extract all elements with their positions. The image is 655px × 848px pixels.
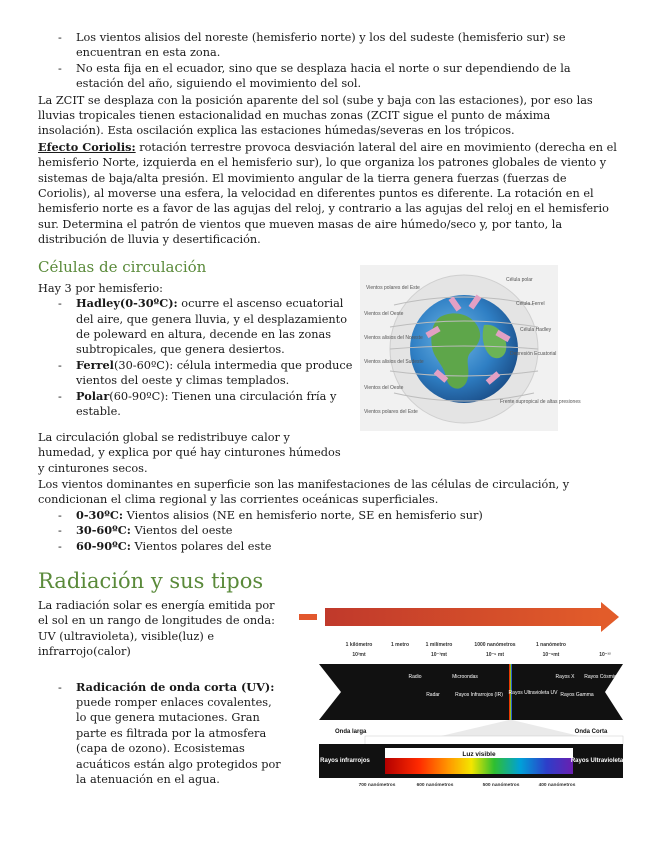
scale-labels [346,642,611,658]
globe-label: Vientos alisios del Sudeste [364,358,424,365]
cell-term: Polar [76,388,110,403]
globe-label: Célula polar [506,276,533,283]
scale-label: 10⁻⁶ mt [485,651,505,658]
nm-label: 600 nanómetros [416,782,454,788]
globe-label: Vientos polares del Este [366,284,420,291]
ultraviolet-label: Rayos Ultravioleta [570,757,624,764]
list-item [38,523,618,538]
scale-label: 10⁻⁹mt [542,651,560,658]
wind-term: 0-30ºC: [76,507,124,522]
spectrum-illustration [295,598,627,788]
winds-paragraph: Los vientos dominantes en superficie son las manifestaciones de las células de circulación, y condicionan el clima regional y las corrientes oceánicas superficiales. [38,477,570,507]
band-label: Rayos Ultravioleta UV [508,689,558,696]
coriolis-text: rotación terrestre provoca desviación lateral del aire en movimiento (derecha en el hemisferio Norte, izquierda en el hemisferio sur), lo que organiza los patrones globales de viento y sistemas de baja/alta presión. El movimiento angular de la tierra genera fuerzas (fuerzas de Coriolis), al moverse una esfera, la velocidad en diferentes puntos es diferente. La rotación en el hemisferio norte es a favor de las agujas del reloj, y contrario a las agujas del reloj en el hemisferio sur. Determina el patrón de vientos que mueven masas de aire húmedo/seco y, por tanto, la distribución de lluvia y desertificación. [38,140,617,247]
globe-figure [360,265,581,431]
scale-label: 10⁻¹² [599,651,611,658]
wind-term: 60-90ºC: [76,538,131,553]
arrow-tail [299,614,317,620]
scale-label: 1000 nanómetros [474,641,516,648]
section-heading-cells: Células de circulación [38,257,207,276]
nm-labels [359,782,576,788]
wind-text: Vientos polares del este [130,539,272,553]
visible-light-label: Luz visible [462,750,496,758]
short-wave-label: Onda Corta [574,728,608,735]
globe-illustration [360,265,581,431]
scale-label: 1 milímetro [425,641,453,648]
cells-list [38,296,356,419]
energy-arrow [325,608,603,626]
section-heading-radiation: Radiación y sus tipos [38,568,264,593]
nm-label: 400 nanómetros [538,782,576,788]
document-page [38,30,624,798]
top-bullet-list [38,30,618,92]
band-label: Rayos X [555,673,575,680]
scale-label: 1 metro [390,641,410,648]
wind-text: Vientos alisios (NE en hemisferio norte, SE en hemisferio sur) [123,508,483,522]
band-label: Rayos Cósmicos [584,673,622,680]
infrared-label: Rayos infrarrojos [320,757,370,764]
radiation-term: Radicación de onda corta (UV): [76,679,275,694]
cell-text: (30-60ºC): célula intermedia que produce vientos del oeste y climas templados. [76,358,353,388]
globe-label: Vientos del Oeste [364,384,404,391]
band-label: Rayos Infrarrojos (IR) [455,691,503,698]
scale-label: 1 nanómetro [535,641,567,648]
nm-label: 700 nanómetros [358,782,396,788]
radiation-block [38,598,624,798]
cell-term: Ferrel [76,357,114,372]
nm-label: 500 nanómetros [482,782,520,788]
globe-label: Frente supropical de altas presiones [500,398,581,405]
coriolis-paragraph [38,140,618,248]
globe-label: Vientos polares del Este [364,408,418,415]
globe-label: Depresión Ecuatorial [510,350,557,357]
cells-block [38,276,618,429]
circulation-paragraph: La circulación global se redistribuye calor y humedad, y explica por qué hay cinturones húmedos y cinturones secos. [38,430,341,475]
arrow-head-icon [601,602,619,632]
radiation-text: puede romper enlaces covalentes, lo que genera mutaciones. Gran parte es filtrada por la atmosfera (capa de ozono). Ecosistemas acuáticos están algo protegidos por la atenuación en el agua. [76,695,281,786]
list-item [38,539,618,554]
scale-label: 1 kilómetro [345,641,373,648]
scale-label: 10³mt [352,651,366,658]
scale-label: 10⁻³mt [431,651,447,658]
band-label: Rayos Gamma [560,691,594,698]
list-item [38,296,356,358]
cells-intro: Hay 3 por hemisferio: [38,281,163,295]
list-item [38,358,356,389]
band-label: Microondas [452,673,478,680]
list-item [38,508,618,523]
band-label: Radio [408,673,422,680]
list-item: - No esta fija en el ecuador, sino que se desplaza hacia el norte o sur dependiendo de la estación del año, siguiendo el movimiento del sol. [38,61,618,92]
globe-label: Célula Hadley [520,326,552,333]
band-label: Radar [426,691,440,698]
cell-text: (60-90ºC): Tienen una circulación fría y estable. [76,389,337,418]
list-item [38,680,284,788]
globe-label: Vientos alisios del Noreste [364,334,423,341]
long-wave-label: Onda larga [335,728,367,735]
wind-text: Vientos del oeste [130,524,233,538]
winds-list [38,508,618,554]
globe-label: Célula Ferrel [516,300,545,307]
radiation-list [38,680,284,788]
wind-term: 30-60ºC: [76,523,131,538]
coriolis-term: Efecto Coriolis: [38,139,136,154]
list-item [38,389,356,420]
spectrum-figure [295,598,627,788]
globe-label: Vientos del Oeste [364,310,404,317]
cell-text: ocurre el ascenso ecuatorial del aire, que genera lluvia, y el desplazamiento de poleward en altura, decende en las zonas subtropicales, que genera desiertos. [76,297,348,357]
zcit-paragraph: La ZCIT se desplaza con la posición aparente del sol (sube y baja con las estaciones), por eso las lluvias tropicales tienen estacionalidad en muchas zonas (ZCIT sigue el punto de máxima insolación). Esta oscilación explica las estaciones húmedas/severas en los trópicos. [38,93,593,138]
cell-term: Hadley(0-30ºC): [76,296,178,311]
list-item: - Los vientos alisios del noreste (hemisferio norte) y los del sudeste (hemisferio sur) se encuentran en esta zona. [38,30,618,61]
radiation-intro: La radiación solar es energía emitida por el sol en un rango de longitudes de onda: UV (ultravioleta), visible(luz) e infrarrojo(calor) [38,598,275,659]
